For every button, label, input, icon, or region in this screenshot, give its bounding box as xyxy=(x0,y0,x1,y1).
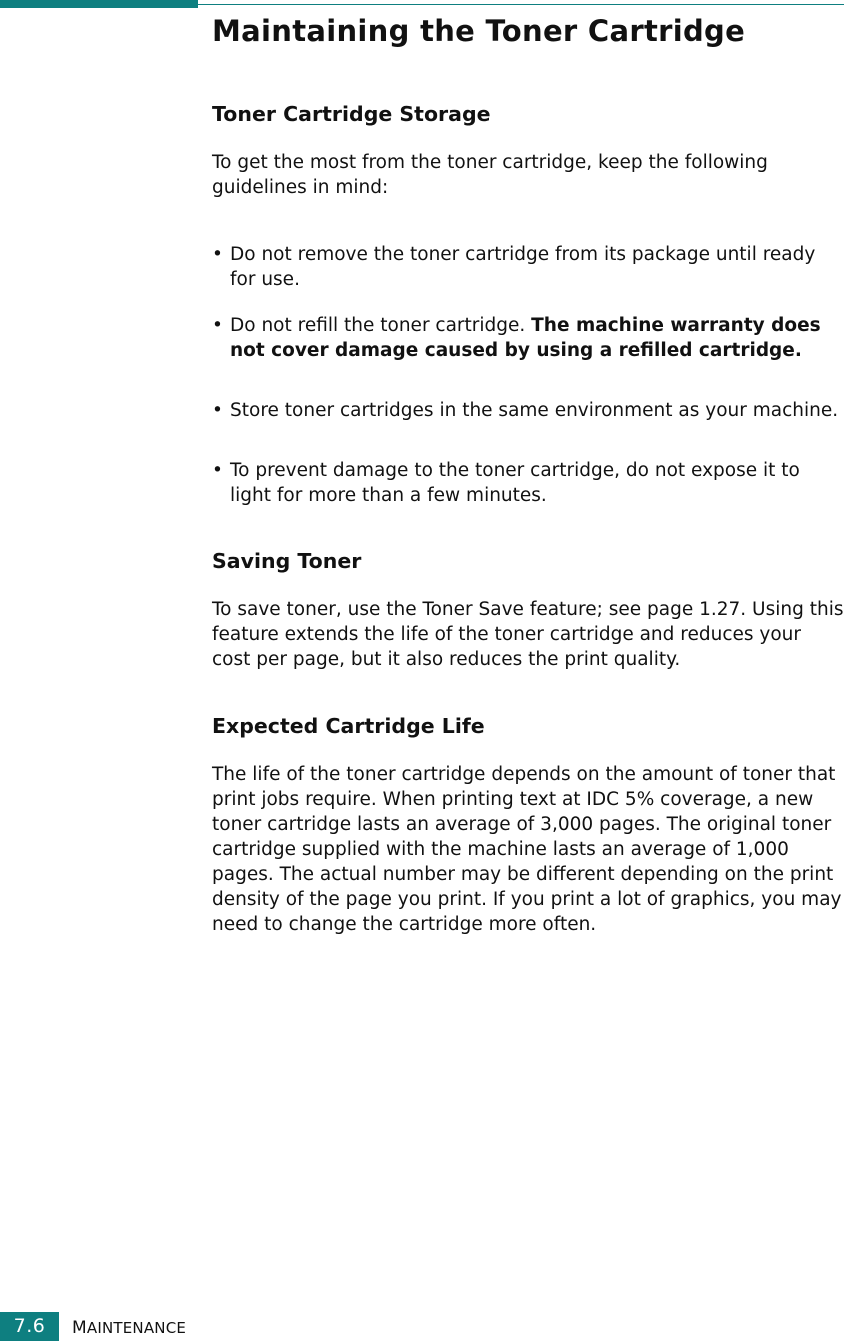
bullet-text: Do not remove the toner cartridge from its package until ready for use. xyxy=(230,244,816,290)
storage-bullet-2 xyxy=(212,313,844,363)
section-label-rest: AINTENANCE xyxy=(86,1319,187,1337)
section-heading-storage: Toner Cartridge Storage xyxy=(212,102,491,126)
header-accent-bar xyxy=(0,0,198,8)
bullet-text: Store toner cartridges in the same environment as your machine. xyxy=(230,400,839,421)
section-label xyxy=(72,1318,186,1338)
bullet-text: To prevent damage to the toner cartridge, do not expose it to light for more than a few minutes. xyxy=(230,460,800,506)
life-body: The life of the toner cartridge depends on the amount of toner that print jobs require. When printing text at IDC 5% coverage, a new toner cartridge lasts an average of 3,000 pages. The original toner cartridge supplied with the machine lasts an average of 1,000 pages. The actual number may be different depending on the print density of the page you print. If you print a lot of graphics, you may need to change the cartridge more often. xyxy=(212,764,842,935)
section-label-initial: M xyxy=(72,1318,87,1338)
warranty-warning: The machine warranty does not cover damage caused by using a refilled cartridge. xyxy=(230,315,821,361)
storage-bullet-4 xyxy=(212,458,844,508)
page-number: 7.6 xyxy=(0,1312,59,1341)
section-heading-life: Expected Cartridge Life xyxy=(212,714,485,738)
saving-body: To save toner, use the Toner Save feature; see page 1.27. Using this feature extends the life of the toner cartridge and reduces your cost per page, but it also reduces the print quality. xyxy=(212,599,844,670)
bullet-text: Do not refill the toner cartridge. xyxy=(230,315,532,336)
bullet-dot: • xyxy=(212,315,223,336)
storage-bullet-3 xyxy=(212,398,844,423)
header-rule xyxy=(198,4,844,5)
storage-bullet-1 xyxy=(212,242,844,292)
bullet-dot: • xyxy=(212,400,223,421)
section-heading-saving: Saving Toner xyxy=(212,549,362,573)
bullet-dot: • xyxy=(212,460,223,481)
page-title: Maintaining the Toner Cartridge xyxy=(212,14,746,48)
storage-intro: To get the most from the toner cartridge, keep the following guidelines in mind: xyxy=(212,152,768,198)
bullet-dot: • xyxy=(212,244,223,265)
